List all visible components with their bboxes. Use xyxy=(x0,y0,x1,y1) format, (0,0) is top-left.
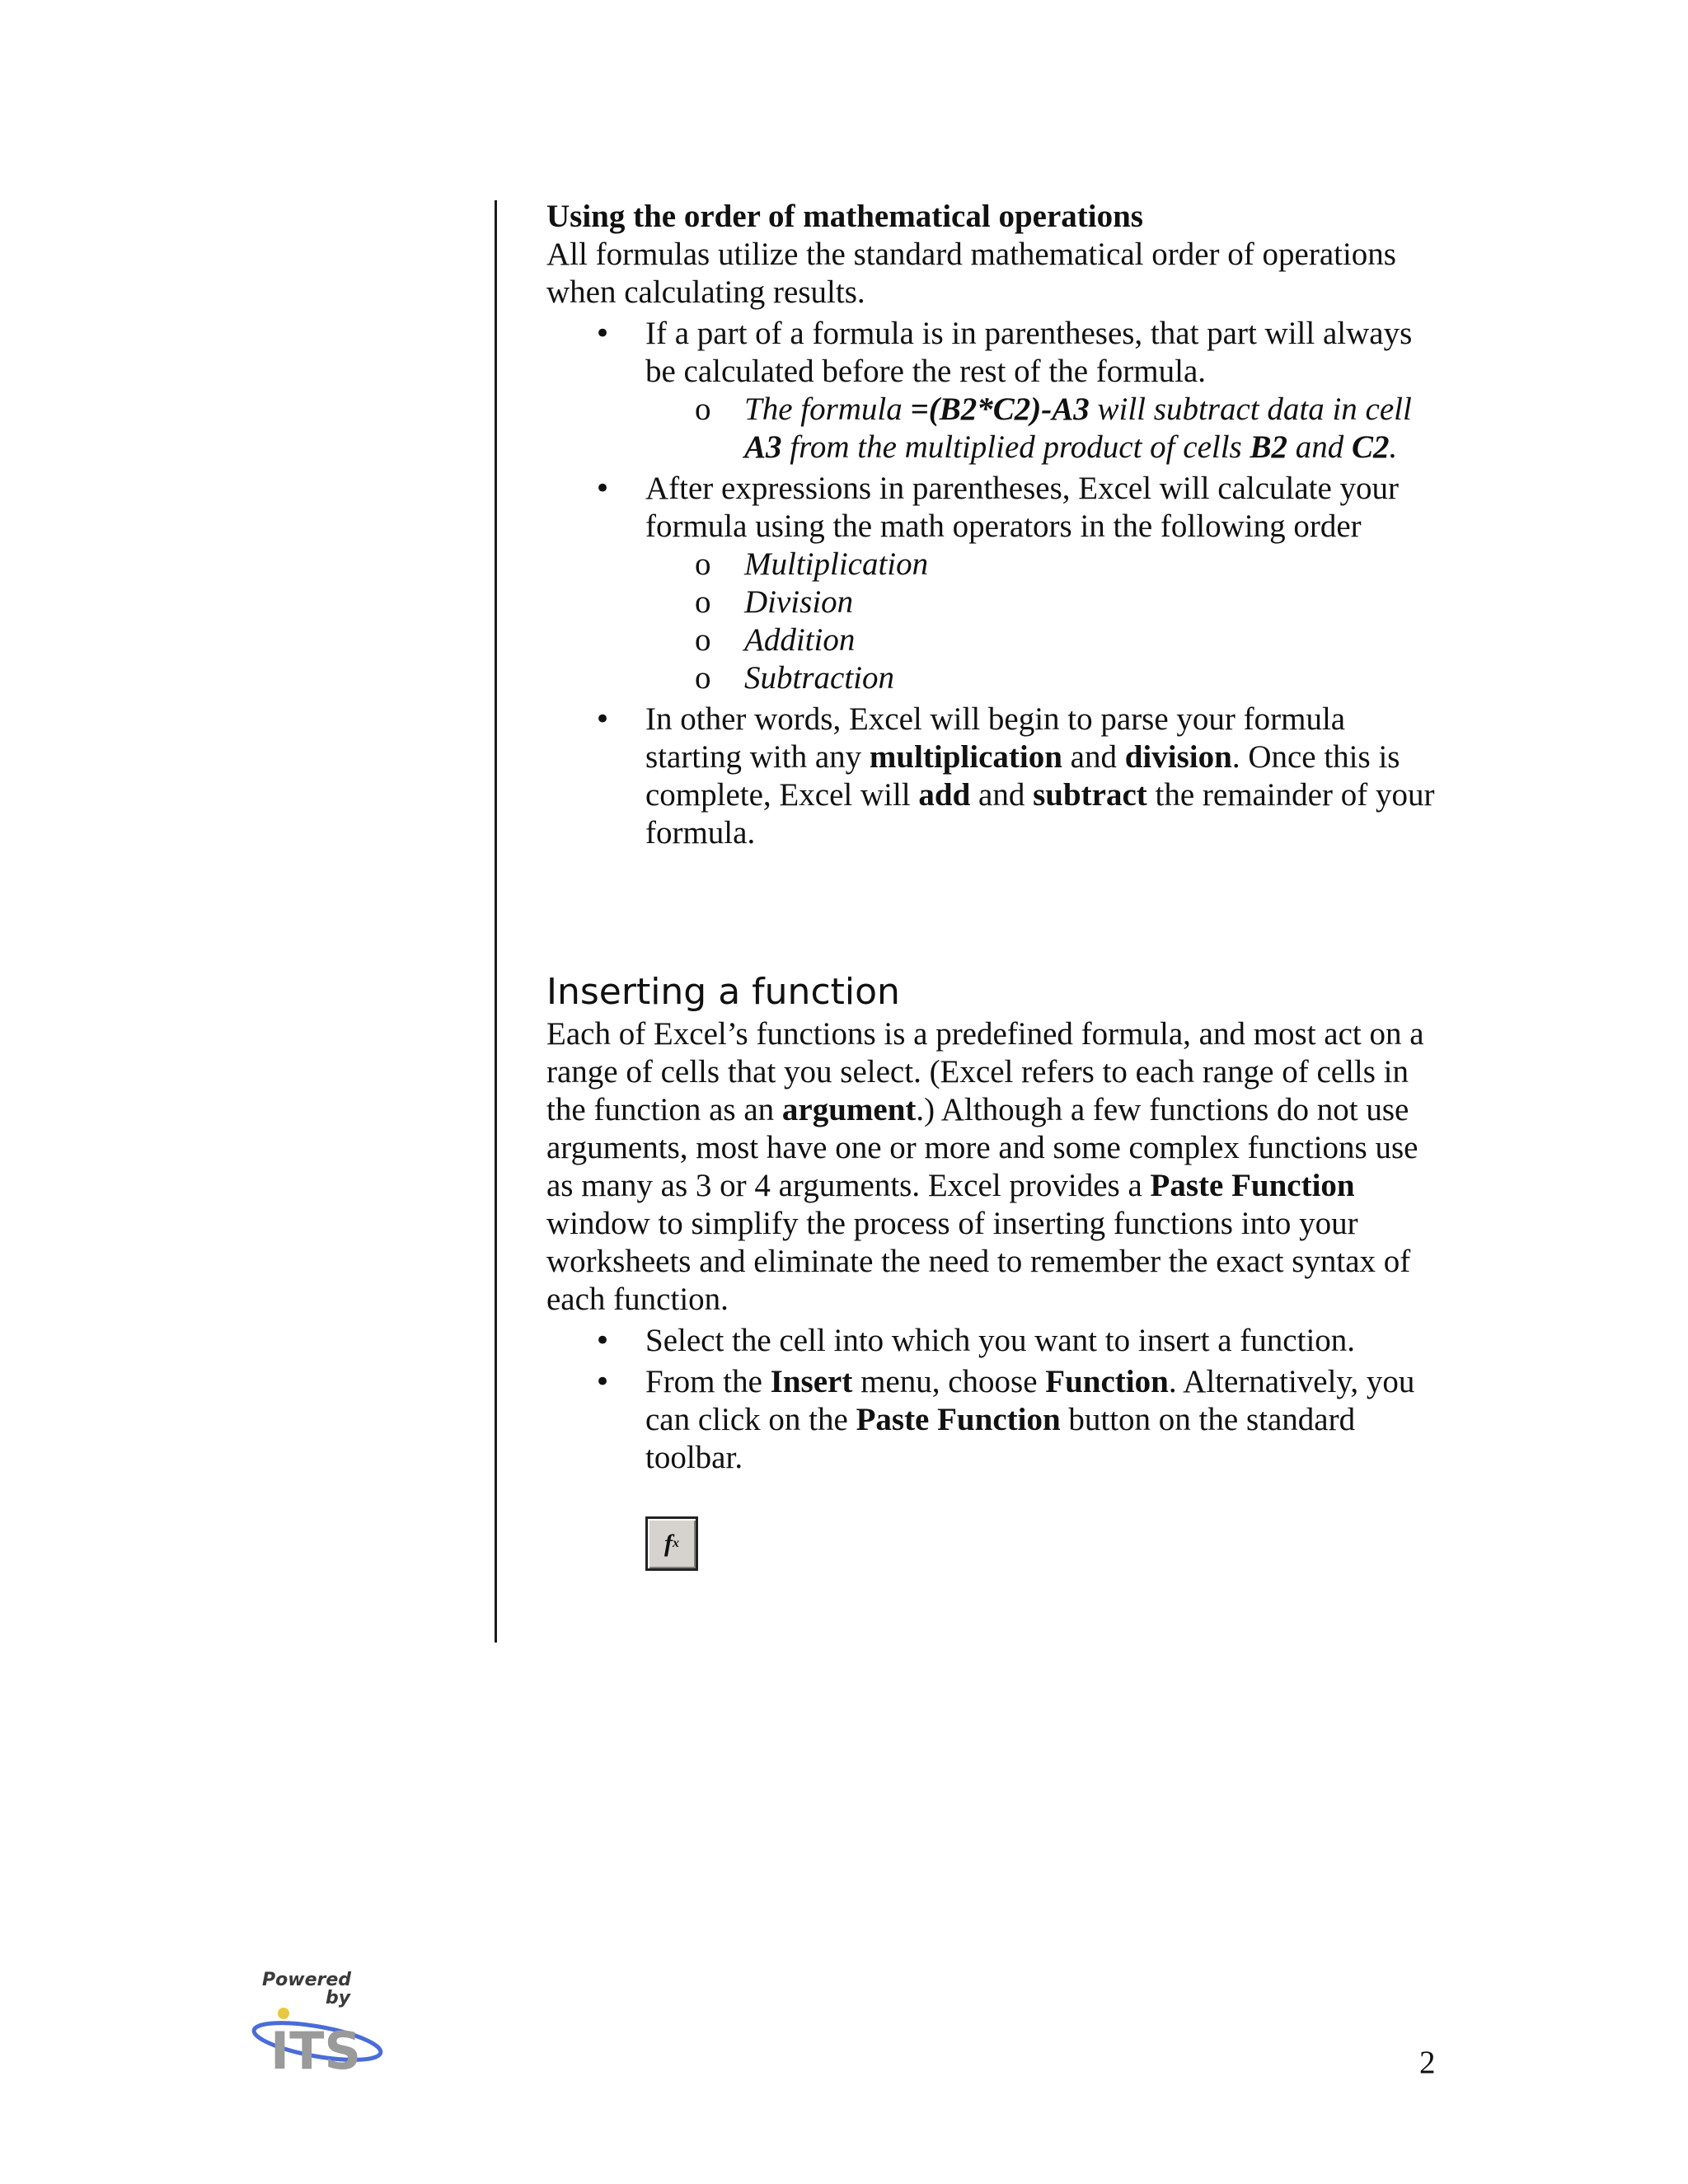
section-title-order-of-operations: Using the order of mathematical operations xyxy=(546,199,1143,234)
step-select-cell: • Select the cell into which you want to insert a function. xyxy=(645,1322,1445,1360)
operator-item: o Subtraction xyxy=(744,659,1445,697)
step-insert-menu: • From the Insert menu, choose Function. Alternatively, you can click on the Paste Function button on the standard toolbar. xyxy=(645,1363,1445,1477)
section-title-inserting-function: Inserting a function xyxy=(546,971,900,1013)
logo-text-powered: Powered xyxy=(262,1970,352,1990)
operator-item: o Division xyxy=(744,583,1445,621)
bullet-operator-order: • After expressions in parentheses, Excel will calculate your formula using the math operators in the following order o Multiplication o Division o Addition o Subtraction xyxy=(645,470,1445,697)
page-body xyxy=(546,198,1445,1571)
logo-text-by: by xyxy=(326,1988,351,2008)
formula-example: o The formula =(B2*C2)-A3 will subtract data in cell A3 from the multiplied product of cells B2 and C2. xyxy=(744,391,1445,466)
margin-rule xyxy=(495,200,497,1643)
logo-text-its: ITS xyxy=(270,2021,362,2081)
operator-list xyxy=(645,546,1445,697)
bullet-parentheses: • If a part of a formula is in parentheses, that part will always be calculated before the rest of the formula. o The formula =(B2*C2)-A3 will subtract data in cell A3 from the multiplied product of cells B2 and C2. xyxy=(645,315,1445,466)
operator-item: o Multiplication xyxy=(744,546,1445,583)
paste-function-icon: f x xyxy=(645,1516,698,1571)
operator-item: o Addition xyxy=(744,621,1445,659)
page-number: 2 xyxy=(1419,2045,1436,2080)
parentheses-example-list xyxy=(645,391,1445,466)
powered-by-its-logo-icon xyxy=(247,1966,387,2081)
section-intro: All formulas utilize the standard mathematical order of operations when calculating results. xyxy=(546,237,1396,310)
function-steps-list xyxy=(546,1322,1445,1477)
function-paragraph: Each of Excel’s functions is a predefined formula, and most act on a range of cells that you select. (Excel refers to each range of cells in the function as an argument.) Although a few functions do not use arguments, most have one or more and some complex functions use as many as 3 or 4 arguments. Excel provides a Paste Function window to simplify the process of inserting functions into your worksheets and eliminate the need to remember the exact syntax of each function. xyxy=(546,1016,1424,1317)
order-bullet-list xyxy=(546,315,1445,852)
bullet-summary: • In other words, Excel will begin to parse your formula starting with any multiplication and division. Once this is complete, Excel will add and subtract the remainder of your formula. xyxy=(645,701,1445,852)
